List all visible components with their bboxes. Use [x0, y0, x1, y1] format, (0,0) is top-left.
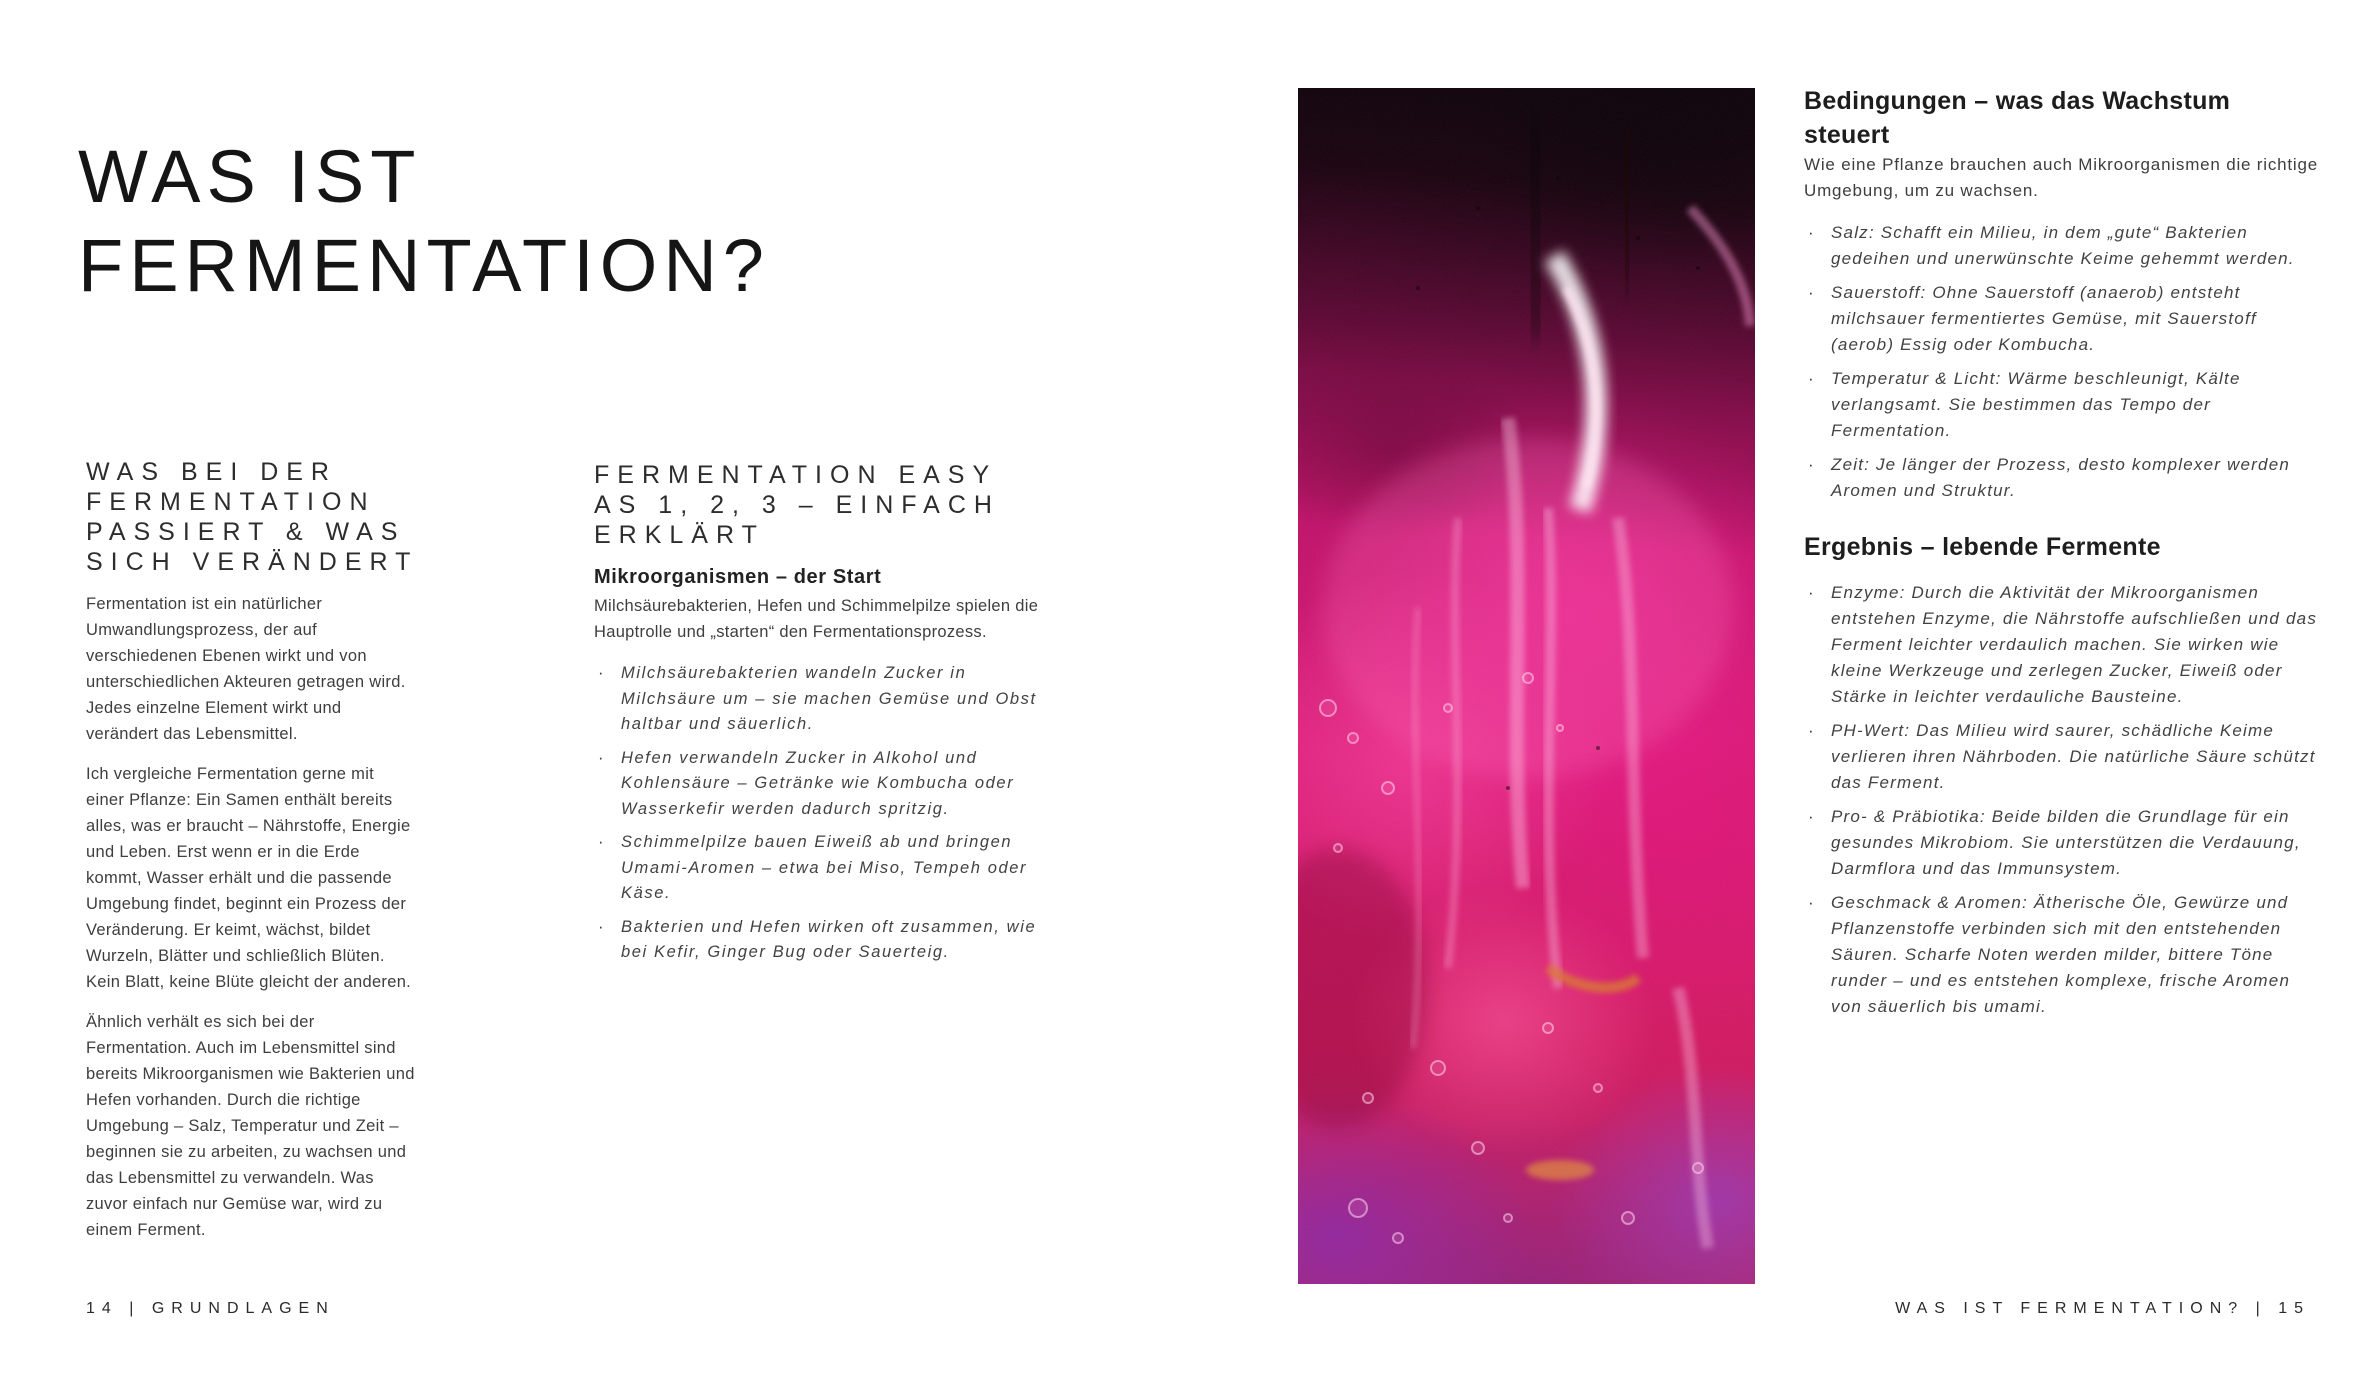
- page-title-line-2: FERMENTATION?: [78, 223, 770, 307]
- fermentation-photo: [1298, 88, 1755, 1284]
- heading-line: FERMENTATION: [86, 488, 376, 516]
- paragraph: Ich vergleiche Fermentation gerne mit einer Pflanze: Ein Samen enthält bereits alles, was er braucht – Nährstoffe, Energie und Leben. Erst wenn er in die Erde kommt, Wasser erhält und die passende Umgebung findet, beginnt ein Prozess der Veränderung. Er keimt, wächst, bildet Wurzeln, Blätter und schließlich Blüten. Kein Blatt, keine Blüte gleicht der anderen.: [86, 765, 412, 991]
- bullet-item: · Enzyme: Durch die Aktivität der Mikroorganismen entstehen Enzyme, die Nährstoffe aufschließen und das Ferment leichter verdaulich machen. Sie wirken wie kleine Werkzeuge und zerlegen Zucker, Eiweiß oder Stärke in leichter verdauliche Bausteine.: [1804, 580, 2318, 710]
- page-title: [78, 132, 770, 310]
- column-what-happens: [86, 457, 419, 1257]
- bullet-list-mikroorganismen: [594, 661, 1049, 966]
- footer-page-number-right: WAS IST FERMENTATION? | 15: [1895, 1300, 2310, 1317]
- bullet-item: · Temperatur & Licht: Wärme beschleunigt, Kälte verlangsamt. Sie bestimmen das Tempo der Fermentation.: [1804, 366, 2318, 444]
- bullet-item: · Zeit: Je länger der Prozess, desto komplexer werden Aromen und Struktur.: [1804, 452, 2318, 504]
- heading-line: ERKLÄRT: [594, 521, 765, 549]
- column-bedingungen: [1804, 84, 2318, 1028]
- bullet-list-bedingungen: [1804, 220, 2318, 504]
- paragraph: Milchsäurebakterien, Hefen und Schimmelpilze spielen die Hauptrolle und „starten“ den Fermentationsprozess.: [594, 597, 1039, 641]
- heading-line: FERMENTATION EASY: [594, 461, 998, 489]
- bullet-item: · Hefen verwandeln Zucker in Alkohol und Kohlensäure – Getränke wie Kombucha oder Wasserkefir werden dadurch spritzig.: [594, 746, 1049, 823]
- heading-line: WAS BEI DER: [86, 458, 337, 486]
- page-title-line-1: WAS IST: [78, 134, 422, 218]
- subheading-mikroorganismen: Mikroorganismen – der Start: [594, 566, 882, 588]
- paragraph: Ähnlich verhält es sich bei der Fermentation. Auch im Lebensmittel sind bereits Mikroorganismen wie Bakterien und Hefen vorhanden. Durch die richtige Umgebung – Salz, Temperatur und Zeit – beginnen sie zu arbeiten, zu wachsen und das Lebensmittel zu verwandeln. Was zuvor einfach nur Gemüse war, wird zu einem Ferment.: [86, 1013, 415, 1239]
- paragraph: Fermentation ist ein natürlicher Umwandlungsprozess, der auf verschiedenen Ebenen wirkt und von unterschiedlichen Akteuren getragen wird. Jedes einzelne Element wirkt und verändert das Lebensmittel.: [86, 595, 406, 743]
- bullet-item: · Sauerstoff: Ohne Sauerstoff (anaerob) entsteht milchsauer fermentiertes Gemüse, mit Sauerstoff (aerob) Essig oder Kombucha.: [1804, 280, 2318, 358]
- section-heading-what-happens: [86, 457, 419, 577]
- photo-texture-overlay: [1298, 88, 1755, 1284]
- paragraph: Wie eine Pflanze brauchen auch Mikroorganismen die richtige Umgebung, um zu wachsen.: [1804, 155, 2319, 200]
- bullet-item: · Salz: Schafft ein Milieu, in dem „gute“ Bakterien gedeihen und unerwünschte Keime gehemmt werden.: [1804, 220, 2318, 272]
- footer-page-number-left: 14 | GRUNDLAGEN: [86, 1300, 335, 1317]
- section-heading-fermentation-easy: [594, 460, 1049, 550]
- section-heading-ergebnis: Ergebnis – lebende Fermente: [1804, 533, 2161, 561]
- bullet-item: · PH-Wert: Das Milieu wird saurer, schädliche Keime verlieren ihren Nährboden. Die natürliche Säure schützt das Ferment.: [1804, 718, 2318, 796]
- bullet-item: · Pro- & Präbiotika: Beide bilden die Grundlage für ein gesundes Mikrobiom. Sie unterstützen die Verdauung, Darmflora und das Immunsystem.: [1804, 804, 2318, 882]
- bullet-item: · Schimmelpilze bauen Eiweiß ab und bringen Umami-Aromen – etwa bei Miso, Tempeh oder Käse.: [594, 830, 1049, 907]
- heading-line: AS 1, 2, 3 – EINFACH: [594, 491, 1000, 519]
- section-heading-bedingungen: Bedingungen – was das Wachstum steuert: [1804, 87, 2231, 149]
- bullet-item: · Geschmack & Aromen: Ätherische Öle, Gewürze und Pflanzenstoffe verbinden sich mit den entstehenden Säuren. Scharfe Noten werden milder, bittere Töne runder – und es entstehen komplexe, frische Aromen von säuerlich bis umami.: [1804, 890, 2318, 1020]
- heading-line: SICH VERÄNDERT: [86, 548, 419, 576]
- bullet-item: · Milchsäurebakterien wandeln Zucker in Milchsäure um – sie machen Gemüse und Obst haltbar und säuerlich.: [594, 661, 1049, 738]
- bullet-item: · Bakterien und Hefen wirken oft zusammen, wie bei Kefir, Ginger Bug oder Sauerteig.: [594, 915, 1049, 966]
- heading-line: PASSIERT & WAS: [86, 518, 406, 546]
- column-fermentation-easy: [594, 460, 1049, 974]
- bullet-list-ergebnis: [1804, 580, 2318, 1020]
